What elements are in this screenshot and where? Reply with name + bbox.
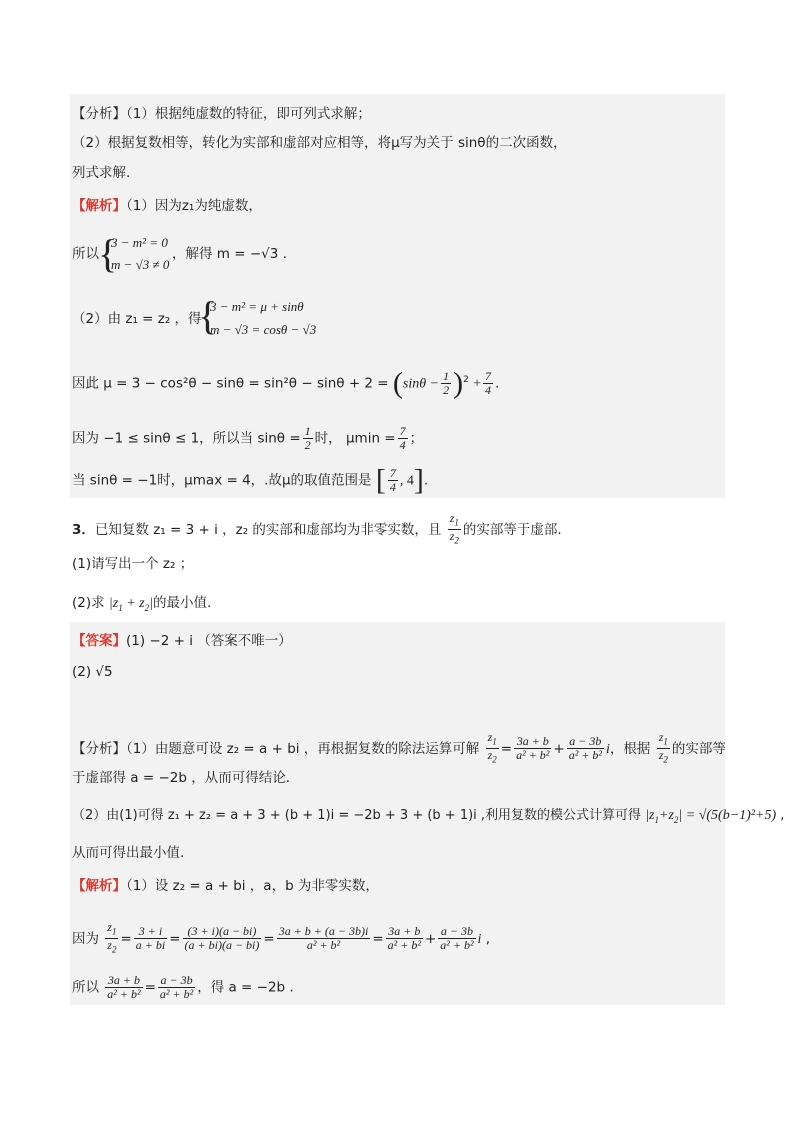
- q3-so-line: 所以 $\frac{3a + b}{\text{a² + b²}}$ = $\frac{a - 3b}{\text{a² + b²}}$ ，得 a = −2b .: [72, 973, 294, 1001]
- q3-analysis-line-4: 从而可得出最小值.: [72, 845, 185, 861]
- q2-part2-text: （2）由 z₁ = z₂ ，得: [72, 311, 202, 327]
- q3-solution-line-1: [72, 876, 379, 896]
- q3-sub-2-end: 的最小值.: [152, 595, 212, 611]
- q2-analysis-line-3: 列式求解.: [72, 165, 131, 181]
- q3-stem-line: 3．已知复数 z₁ = 3 + i ，z₂ 的实部和虚部均为非零实数，且 $\frac{z_1}{z_2}$ 的实部等于虚部.: [72, 511, 562, 546]
- q2-because-line: 因为 −1 ≤ sinθ ≤ 1，所以当 sinθ = $\frac{1}{2}$ 时， μmin = $\frac{7}{4}$ ；: [72, 424, 424, 452]
- q3-analysis-1a: （1）由题意可设 z₂ = a + bi ，再根据复数的除法运算可解: [126, 740, 480, 757]
- q3-solution-label: 【解析】: [72, 878, 126, 894]
- q3-number: 3．: [72, 521, 95, 538]
- brace-2: {: [198, 293, 218, 338]
- q2-so-text: 所以: [72, 246, 99, 262]
- q2-when-text: 时，: [314, 430, 342, 447]
- system-2-eq-b: m − √3 = cosθ − √3: [210, 322, 317, 337]
- q3-analysis-label: 【分析】: [72, 740, 126, 757]
- q2-solution-label: 【解析】: [72, 198, 126, 214]
- q3-answer-label: 【答案】: [72, 633, 126, 649]
- system-1-eq-a: 3 − m² = 0: [111, 235, 168, 250]
- q3-answer-line-2: (2) √5: [72, 664, 113, 680]
- q3-analysis-line-3: （2）由(1)可得 z₁ + z₂ = a + 3 + (b + 1)i = −2b + 3 + (b + 1)i ,利用复数的模公式计算可得 $|z_1+z_2| = √(5(b-1)^2+5)$ ,: [72, 808, 785, 825]
- q3-stem-text-2: 的实部等于虚部.: [462, 521, 562, 538]
- q2-solution-text-1: （1）因为z₁为纯虚数，: [126, 198, 262, 214]
- q3-because-line: 因为 $\frac{z_1}{z_2}$ = $\frac{3 + i}{a + bi}$ = $\frac{(3 + i)(a - bi)}{(a + bi)(a - bi)}$ = $\frac{3a + b + (a - 3b)i}{\text{a² + b²}}$ = $\frac{3a + b}{\text{a² + b²}}$ + $\frac{a - 3b}{\text{a² + b²}}$ i ,: [72, 920, 491, 955]
- q2-solution-line-1: [72, 196, 262, 216]
- q3-analysis-1c: 的实部等: [671, 740, 726, 757]
- q3-answer-line-1: [72, 631, 292, 651]
- q2-because-text: 因为 −1 ≤ sinθ ≤ 1，所以当 sinθ =: [72, 430, 301, 447]
- q3-analysis-line-2: 于虚部得 a = −2b ，从而可得结论.: [72, 770, 291, 786]
- system-1-eq-b: m − √3 ≠ 0: [111, 257, 170, 272]
- q2-analysis-line-2: （2）根据复数相等，转化为实部和虚部对应相等，将μ写为关于 sinθ的二次函数，: [72, 135, 567, 151]
- q2-analysis-line-1: [72, 104, 371, 124]
- q3-so-end: ，得 a = −2b .: [197, 979, 294, 996]
- q3-sub-1: (1)请写出一个 z₂ ；: [72, 556, 194, 572]
- system-2-eq-a: 3 − m² = μ + sinθ: [210, 299, 304, 314]
- q3-analysis-3: （2）由(1)可得 z₁ + z₂ = a + 3 + (b + 1)i = −2b + 3 + (b + 1)i ,利用复数的模公式计算可得: [72, 808, 642, 823]
- q2-mu-min: μmin =: [345, 430, 396, 447]
- q2-when2-text: 当 sinθ = −1时，μmax = 4，.故μ的取值范围是: [72, 472, 372, 489]
- q3-sub-2-line: (2)求 $|z_1 + z_2|$的最小值.: [72, 595, 212, 613]
- q2-therefore-line: 因此 μ = 3 − cos²θ − sinθ = sin²θ − sinθ + 2 = (sinθ − $\frac{1}{2}$ )$^2$ + $\frac{7}{4}$ .: [72, 366, 500, 400]
- brace-1: {: [98, 231, 118, 276]
- q2-analysis-label: 【分析】: [72, 106, 126, 122]
- q2-analysis-text-1: （1）根据纯虚数的特征，即可列式求解；: [126, 106, 371, 122]
- q3-so-text: 所以: [72, 979, 99, 996]
- q2-solve-text: ，解得 m = −√3 .: [172, 246, 287, 262]
- q3-stem-text-1: 已知复数 z₁ = 3 + i ，z₂ 的实部和虚部均为非零实数，且: [94, 521, 442, 538]
- q3-analysis-1b: ，根据: [609, 740, 651, 757]
- q3-analysis-line-1: 【分析】（1）由题意可设 z₂ = a + bi ，再根据复数的除法运算可解 $\frac{z_1}{z_2}$ = $\frac{3a + b}{\text{a² + b²}}$ + $\frac{a - 3b}{\text{a² + b²}}$ i，根据 $\frac{z_1}{z_2}$ 的实部等: [72, 730, 726, 765]
- q3-because-text: 因为: [72, 930, 99, 947]
- q2-when2-line: 当 sinθ = −1时，μmax = 4，.故μ的取值范围是 [ $\frac{7}{4}$ , 4].: [72, 463, 429, 497]
- q3-sub-2-text: (2)求: [72, 595, 105, 611]
- q3-answer-1: (1) −2 + i （答案不唯一）: [126, 633, 292, 649]
- q2-therefore-text: 因此 μ = 3 − cos²θ − sinθ = sin²θ − sinθ + 2 =: [72, 375, 389, 392]
- q3-solution-1: （1）设 z₂ = a + bi ，a，b 为非零实数，: [126, 878, 379, 894]
